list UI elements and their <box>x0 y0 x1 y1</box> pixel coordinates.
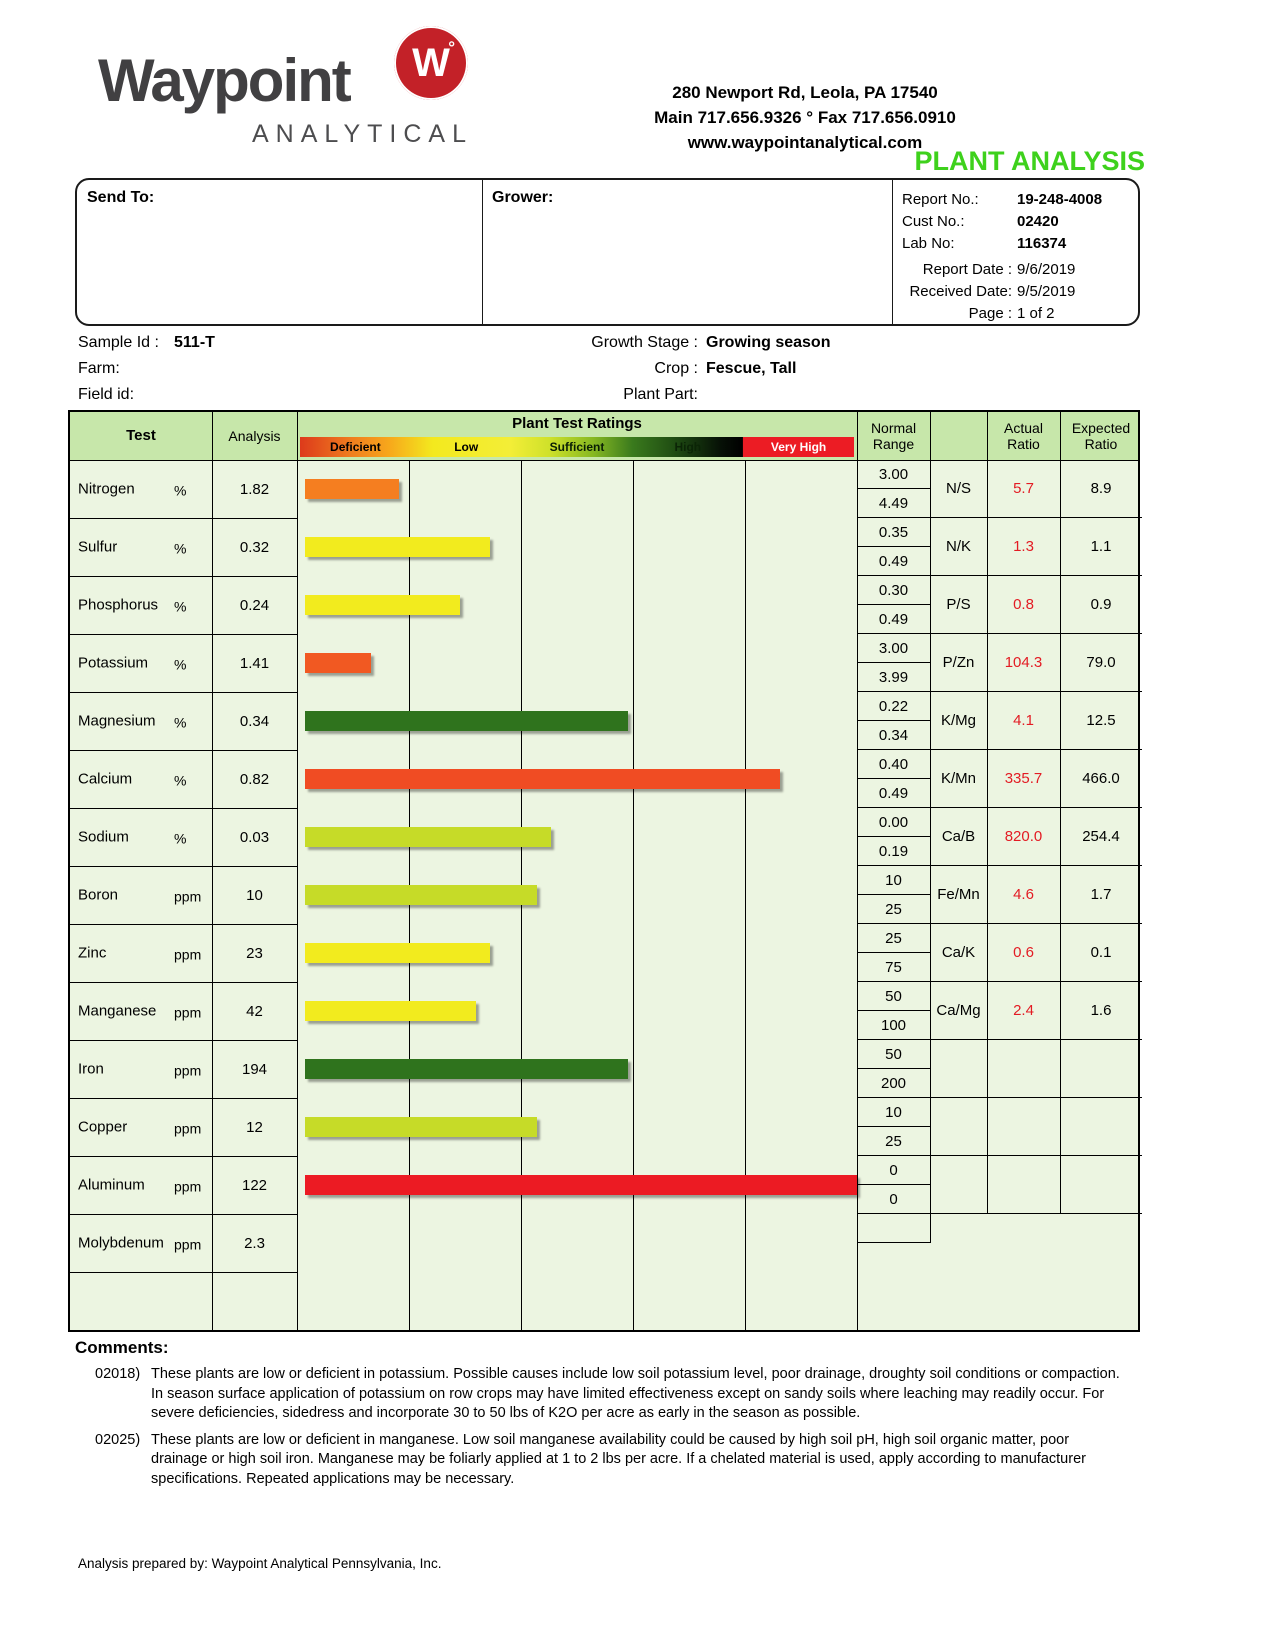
normal-range-value: 0.49 <box>857 779 930 808</box>
expected-ratio-value: 466.0 <box>1060 750 1142 808</box>
test-name: Magnesium <box>78 712 156 730</box>
comment-text: These plants are low or deficient in potassium. Possible causes include low soil potassium level, poor drainage, droughty soil conditions or compaction. In season surface application of potassium on row crops may have limited effectiveness except on sandy soils where leaching may readily occur. For severe deficiencies, sidedress and incorporate 30 to 50 lbs of K2O per acre as early in the season as possible. <box>151 1366 1120 1421</box>
sample-info <box>78 331 1143 409</box>
scale-label-low: Low <box>454 440 479 454</box>
expected-ratio-value: 0.1 <box>1060 924 1142 982</box>
normal-range-value: 25 <box>857 1127 930 1156</box>
normal-range-value: 200 <box>857 1069 930 1098</box>
test-name: Molybdenum <box>78 1234 164 1252</box>
normal-range-value: 0 <box>857 1185 930 1214</box>
analysis-value: 1.41 <box>239 654 270 672</box>
ratings-gridline-4 <box>745 460 746 1330</box>
test-name: Sulfur <box>78 538 118 556</box>
row-divider <box>70 634 297 635</box>
address-line-2: Main 717.656.9326 ° Fax 717.656.0910 <box>654 108 956 127</box>
report-date-value: 9/6/2019 <box>1017 261 1076 278</box>
analysis-value: 0.82 <box>239 770 270 788</box>
normal-range-value: 75 <box>857 953 930 982</box>
normal-range-value: 0.40 <box>857 750 930 779</box>
received-date-label: Received Date: <box>909 283 1012 300</box>
expected-ratio-value: 1.6 <box>1060 982 1142 1040</box>
rating-bar <box>305 595 460 615</box>
actual-ratio-value: 335.7 <box>987 750 1060 808</box>
col-header-analysis: Analysis <box>228 428 281 444</box>
analysis-value: 23 <box>246 944 263 962</box>
ratio-label: N/K <box>930 518 987 576</box>
cust-no-label: Cust No.: <box>902 213 965 230</box>
analysis-value: 194 <box>241 1060 268 1078</box>
row-divider <box>70 866 297 867</box>
expected-ratio-value: 12.5 <box>1060 692 1142 750</box>
row-divider <box>70 1214 297 1215</box>
normal-range-value: 3.00 <box>857 634 930 663</box>
test-name: Potassium <box>78 654 149 672</box>
analysis-value: 0.24 <box>239 596 270 614</box>
normal-range-value: 0.30 <box>857 576 930 605</box>
actual-ratio-value: 1.3 <box>987 518 1060 576</box>
normal-range-value: 100 <box>857 1011 930 1040</box>
ratio-label: Ca/K <box>930 924 987 982</box>
actual-ratio-value: 4.6 <box>987 866 1060 924</box>
normal-range-value: 0.35 <box>857 518 930 547</box>
test-unit: % <box>174 482 187 499</box>
report-no-label: Report No.: <box>902 191 979 208</box>
ratio-label: P/Zn <box>930 634 987 692</box>
test-cell <box>70 924 212 982</box>
ratings-gridline-3 <box>633 460 634 1330</box>
ratio-label: P/S <box>930 576 987 634</box>
rating-bar <box>305 827 551 847</box>
actual-ratio-value <box>987 1098 1060 1156</box>
report-info-box <box>75 178 1140 326</box>
rating-bar <box>305 1175 857 1195</box>
rating-bar <box>305 711 628 731</box>
analysis-value: 122 <box>241 1176 268 1194</box>
rating-bar <box>305 885 537 905</box>
test-unit: ppm <box>174 1120 202 1137</box>
test-name: Nitrogen <box>78 480 135 498</box>
crop-value: Fescue, Tall <box>706 360 797 377</box>
rating-bar <box>305 1059 628 1079</box>
analysis-value: 0.03 <box>239 828 270 846</box>
report-no-value: 19-248-4008 <box>1017 191 1103 208</box>
ratio-label: K/Mg <box>930 692 987 750</box>
logo-badge-letter: W <box>412 40 450 85</box>
col-header-test: Test <box>126 427 156 444</box>
grower-label: Grower: <box>492 189 554 206</box>
test-cell <box>70 576 212 634</box>
row-divider <box>70 1098 297 1099</box>
test-unit: % <box>174 772 187 789</box>
waypoint-logo-text: Waypoint <box>98 47 350 114</box>
test-cell <box>70 1040 212 1098</box>
row-divider <box>70 982 297 983</box>
sample-id-label: Sample Id : <box>78 334 159 351</box>
row-divider <box>70 1040 297 1041</box>
expected-ratio-value <box>1060 1156 1142 1214</box>
test-cell <box>70 1272 212 1330</box>
normal-range-value: 50 <box>857 1040 930 1069</box>
actual-ratio-value: 2.4 <box>987 982 1060 1040</box>
ratio-label <box>930 1040 987 1098</box>
rating-bar <box>305 769 780 789</box>
page-value: 1 of 2 <box>1017 305 1055 322</box>
analysis-value: 0.32 <box>239 538 270 556</box>
normal-range-value: 10 <box>857 1098 930 1127</box>
col-header-ratings: Plant Test Ratings <box>512 415 642 432</box>
ratio-label <box>930 1156 987 1214</box>
ratio-label <box>930 1098 987 1156</box>
growth-stage-label: Growth Stage : <box>591 334 698 351</box>
comment-text: These plants are low or deficient in manganese. Low soil manganese availability could be caused by high soil pH, high soil organic matter, poor drainage or high soil iron. Manganese may be foliarly applied at 1 to 2 lbs per acre. If a chelated material is used, apply according to manufacturer specifications. Repeated applications may be necessary. <box>151 1431 1086 1487</box>
scale-label-very-high: Very High <box>770 440 827 454</box>
comment-code: 02025) <box>95 1431 141 1448</box>
analysis-value: 0.34 <box>239 712 270 730</box>
sample-id-value: 511-T <box>174 334 215 351</box>
row-divider <box>70 518 297 519</box>
ratio-label: Ca/B <box>930 808 987 866</box>
test-unit: ppm <box>174 1236 202 1253</box>
test-name: Manganese <box>78 1002 157 1020</box>
test-cell <box>70 1098 212 1156</box>
normal-range-value: 3.00 <box>857 460 930 489</box>
normal-range-value: 50 <box>857 982 930 1011</box>
test-unit: % <box>174 656 187 673</box>
test-name: Sodium <box>78 828 129 846</box>
test-cell <box>70 982 212 1040</box>
row-divider <box>70 1156 297 1157</box>
test-name: Iron <box>78 1060 104 1078</box>
test-unit: % <box>174 598 187 615</box>
rating-bar <box>305 653 371 673</box>
address-line-1: 280 Newport Rd, Leola, PA 17540 <box>672 83 938 102</box>
col-header-actual-ratio: Actual Ratio <box>1004 420 1043 452</box>
normal-range-value: 0.22 <box>857 692 930 721</box>
test-unit: ppm <box>174 1178 202 1195</box>
plant-part-label: Plant Part: <box>623 386 698 403</box>
test-cell <box>70 750 212 808</box>
normal-range-value: 0 <box>857 1156 930 1185</box>
ratio-label: Fe/Mn <box>930 866 987 924</box>
scale-label-sufficient: Sufficient <box>549 440 605 454</box>
expected-ratio-value: 1.1 <box>1060 518 1142 576</box>
analysis-value: 1.82 <box>239 480 270 498</box>
analysis-value: 12 <box>246 1118 263 1136</box>
rating-bar <box>305 479 399 499</box>
analysis-value: 10 <box>246 886 263 904</box>
normal-range-value: 25 <box>857 924 930 953</box>
comments-title: Comments: <box>75 1338 169 1357</box>
scale-label-deficient: Deficient <box>330 440 381 454</box>
test-cell <box>70 1214 212 1272</box>
actual-ratio-value: 820.0 <box>987 808 1060 866</box>
row-divider <box>70 576 297 577</box>
actual-ratio-value <box>987 1156 1060 1214</box>
row-divider <box>70 808 297 809</box>
rating-color-scale <box>300 437 854 457</box>
test-unit: ppm <box>174 888 202 905</box>
test-unit: ppm <box>174 946 202 963</box>
received-date-value: 9/5/2019 <box>1017 283 1076 300</box>
comment-code: 02018) <box>95 1366 141 1382</box>
send-to-label: Send To: <box>87 189 155 206</box>
row-divider <box>70 750 297 751</box>
expected-ratio-value: 8.9 <box>1060 460 1142 518</box>
test-unit: % <box>174 830 187 847</box>
expected-ratio-value: 1.7 <box>1060 866 1142 924</box>
normal-range-value: 10 <box>857 866 930 895</box>
normal-range-value: 4.49 <box>857 489 930 518</box>
vline-analysis-ratings <box>297 412 298 1330</box>
test-cell <box>70 460 212 518</box>
growth-stage-value: Growing season <box>706 334 831 351</box>
actual-ratio-value <box>987 1040 1060 1098</box>
ratio-label: N/S <box>930 460 987 518</box>
page-label: Page : <box>968 305 1012 322</box>
comment-item <box>75 1365 1150 1424</box>
company-address-block <box>630 80 980 155</box>
actual-ratio-value: 0.6 <box>987 924 1060 982</box>
plant-analysis-title: PLANT ANALYSIS <box>914 146 1145 176</box>
rating-bar <box>305 537 490 557</box>
farm-label: Farm: <box>78 360 120 377</box>
test-name: Copper <box>78 1118 128 1136</box>
info-box-divider-2 <box>892 180 893 324</box>
test-name: Calcium <box>78 770 133 788</box>
col-header-expected-ratio: Expected Ratio <box>1071 420 1131 452</box>
test-unit: ppm <box>174 1062 202 1079</box>
rating-bar <box>305 1117 537 1137</box>
normal-range-value: 0.34 <box>857 721 930 750</box>
col-header-normal-range: Normal Range <box>870 420 917 452</box>
test-cell <box>70 692 212 750</box>
info-box-divider-1 <box>482 180 483 324</box>
test-cell <box>70 1156 212 1214</box>
logo-badge <box>394 26 468 100</box>
normal-range-value: 3.99 <box>857 663 930 692</box>
comments-section <box>75 1338 1150 1489</box>
normal-range-value: 0.49 <box>857 547 930 576</box>
test-cell <box>70 808 212 866</box>
normal-range-value: 0.00 <box>857 808 930 837</box>
test-cell <box>70 634 212 692</box>
test-unit: % <box>174 714 187 731</box>
test-name: Aluminum <box>78 1176 145 1194</box>
test-cell <box>70 518 212 576</box>
row-divider <box>70 1272 297 1273</box>
lab-no-label: Lab No: <box>902 235 955 252</box>
lab-no-value: 116374 <box>1017 235 1067 252</box>
analysis-value <box>212 1272 297 1330</box>
test-cell <box>70 866 212 924</box>
logo-subtitle: ANALYTICAL <box>252 120 473 148</box>
actual-ratio-value: 5.7 <box>987 460 1060 518</box>
test-unit: ppm <box>174 1004 202 1021</box>
actual-ratio-value: 104.3 <box>987 634 1060 692</box>
website: www.waypointanalytical.com <box>687 133 923 152</box>
normal-range-value: 0.49 <box>857 605 930 634</box>
normal-range-value: 25 <box>857 895 930 924</box>
analysis-value: 42 <box>246 1002 263 1020</box>
expected-ratio-value: 79.0 <box>1060 634 1142 692</box>
test-name: Boron <box>78 886 119 904</box>
normal-range-value <box>857 1214 930 1243</box>
crop-label: Crop : <box>654 360 698 377</box>
row-divider <box>70 924 297 925</box>
report-fields <box>902 189 1134 325</box>
expected-ratio-value <box>1060 1098 1142 1156</box>
ratio-label: K/Mn <box>930 750 987 808</box>
cust-no-value: 02420 <box>1017 213 1059 230</box>
scale-label-high: High <box>674 440 702 454</box>
expected-ratio-value: 0.9 <box>1060 576 1142 634</box>
expected-ratio-value: 254.4 <box>1060 808 1142 866</box>
field-id-label: Field id: <box>78 386 135 403</box>
test-unit: % <box>174 540 187 557</box>
report-date-label: Report Date : <box>922 261 1012 278</box>
test-name: Phosphorus <box>78 596 159 614</box>
comment-item <box>75 1431 1150 1490</box>
normal-range-value: 0.19 <box>857 837 930 866</box>
actual-ratio-value: 4.1 <box>987 692 1060 750</box>
rating-bar <box>305 943 490 963</box>
ratio-label: Ca/Mg <box>930 982 987 1040</box>
plant-analysis-table <box>68 410 1140 1332</box>
analysis-value: 2.3 <box>244 1234 265 1252</box>
row-divider <box>70 692 297 693</box>
prepared-by-footer: Analysis prepared by: Waypoint Analytical Pennsylvania, Inc. <box>78 1556 442 1571</box>
rating-bar <box>305 1001 476 1021</box>
logo-badge-degree: ° <box>448 38 455 57</box>
actual-ratio-value: 0.8 <box>987 576 1060 634</box>
test-name: Zinc <box>78 944 107 962</box>
expected-ratio-value <box>1060 1040 1142 1098</box>
